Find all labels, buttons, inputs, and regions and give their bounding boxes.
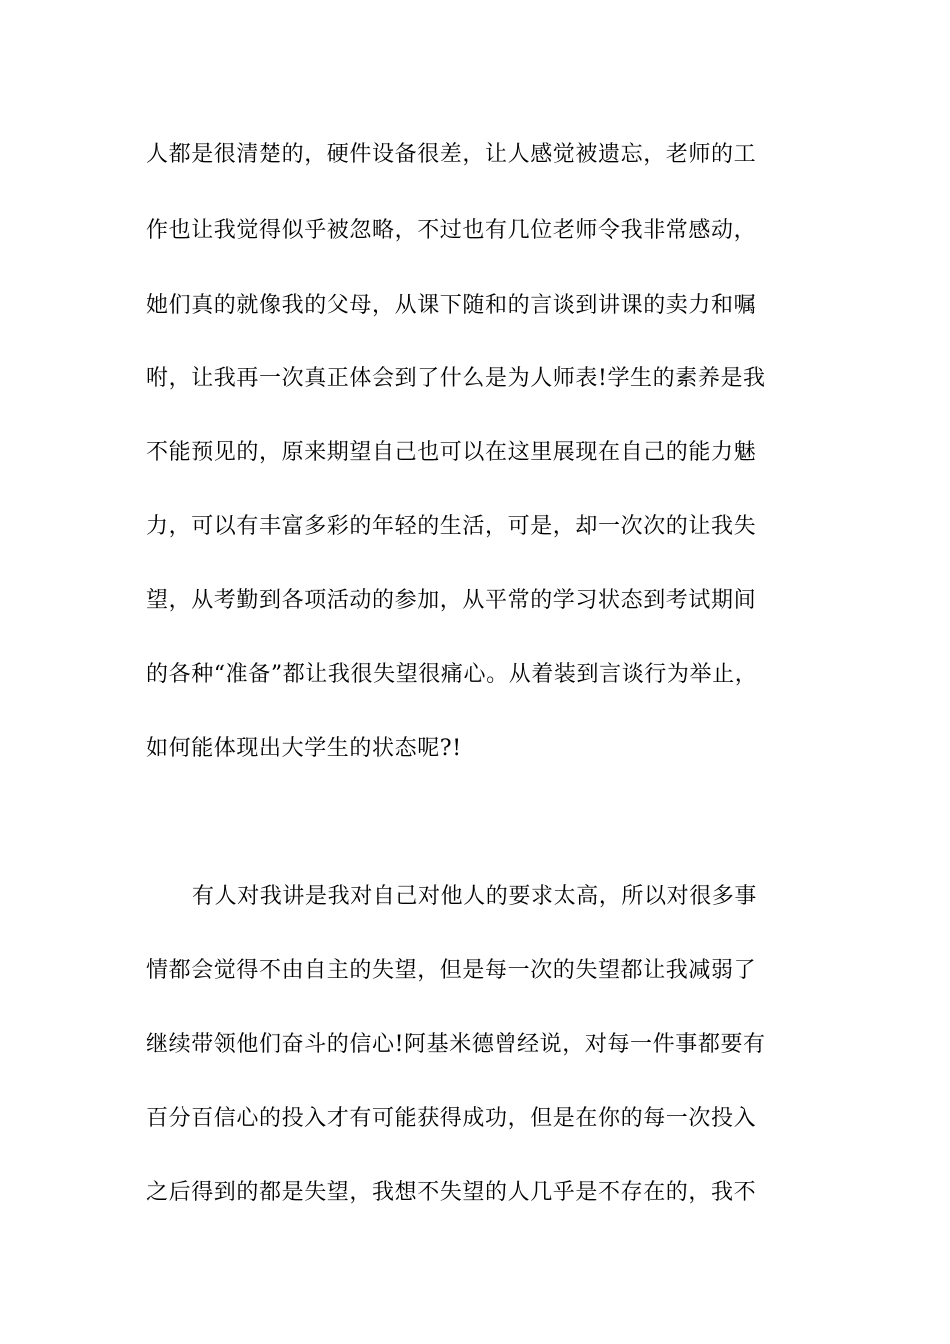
text-line: 作也让我觉得似乎被忽略，不过也有几位老师令我非常感动， [146, 218, 757, 243]
text-line: 望，从考勤到各项活动的参加，从平常的学习状态到考试期间 [146, 588, 757, 613]
text-line: 有人对我讲是我对自己对他人的要求太高，所以对很多事 [192, 884, 758, 909]
text-line: 力，可以有丰富多彩的年轻的生活，可是，却一次次的让我失 [146, 514, 757, 539]
text-line: 的各种“准备”都让我很失望很痛心。从着装到言谈行为举止， [146, 662, 758, 687]
text-line: 人都是很清楚的，硬件设备很差，让人感觉被遗忘，老师的工 [146, 142, 757, 167]
text-line: 如何能体现出大学生的状态呢?! [146, 736, 462, 761]
text-line: 之后得到的都是失望，我想不失望的人几乎是不存在的，我不 [146, 1180, 757, 1205]
text-line: 继续带领他们奋斗的信心!阿基米德曾经说，对每一件事都要有 [146, 1032, 766, 1057]
text-line: 百分百信心的投入才有可能获得成功，但是在你的每一次投入 [146, 1106, 757, 1131]
text-line: 不能预见的，原来期望自己也可以在这里展现在自己的能力魅 [146, 440, 757, 465]
text-line: 咐，让我再一次真正体会到了什么是为人师表!学生的素养是我 [146, 366, 766, 391]
text-line: 情都会觉得不由自主的失望，但是每一次的失望都让我减弱了 [146, 958, 757, 983]
text-line: 她们真的就像我的父母，从课下随和的言谈到讲课的卖力和嘱 [146, 293, 757, 318]
